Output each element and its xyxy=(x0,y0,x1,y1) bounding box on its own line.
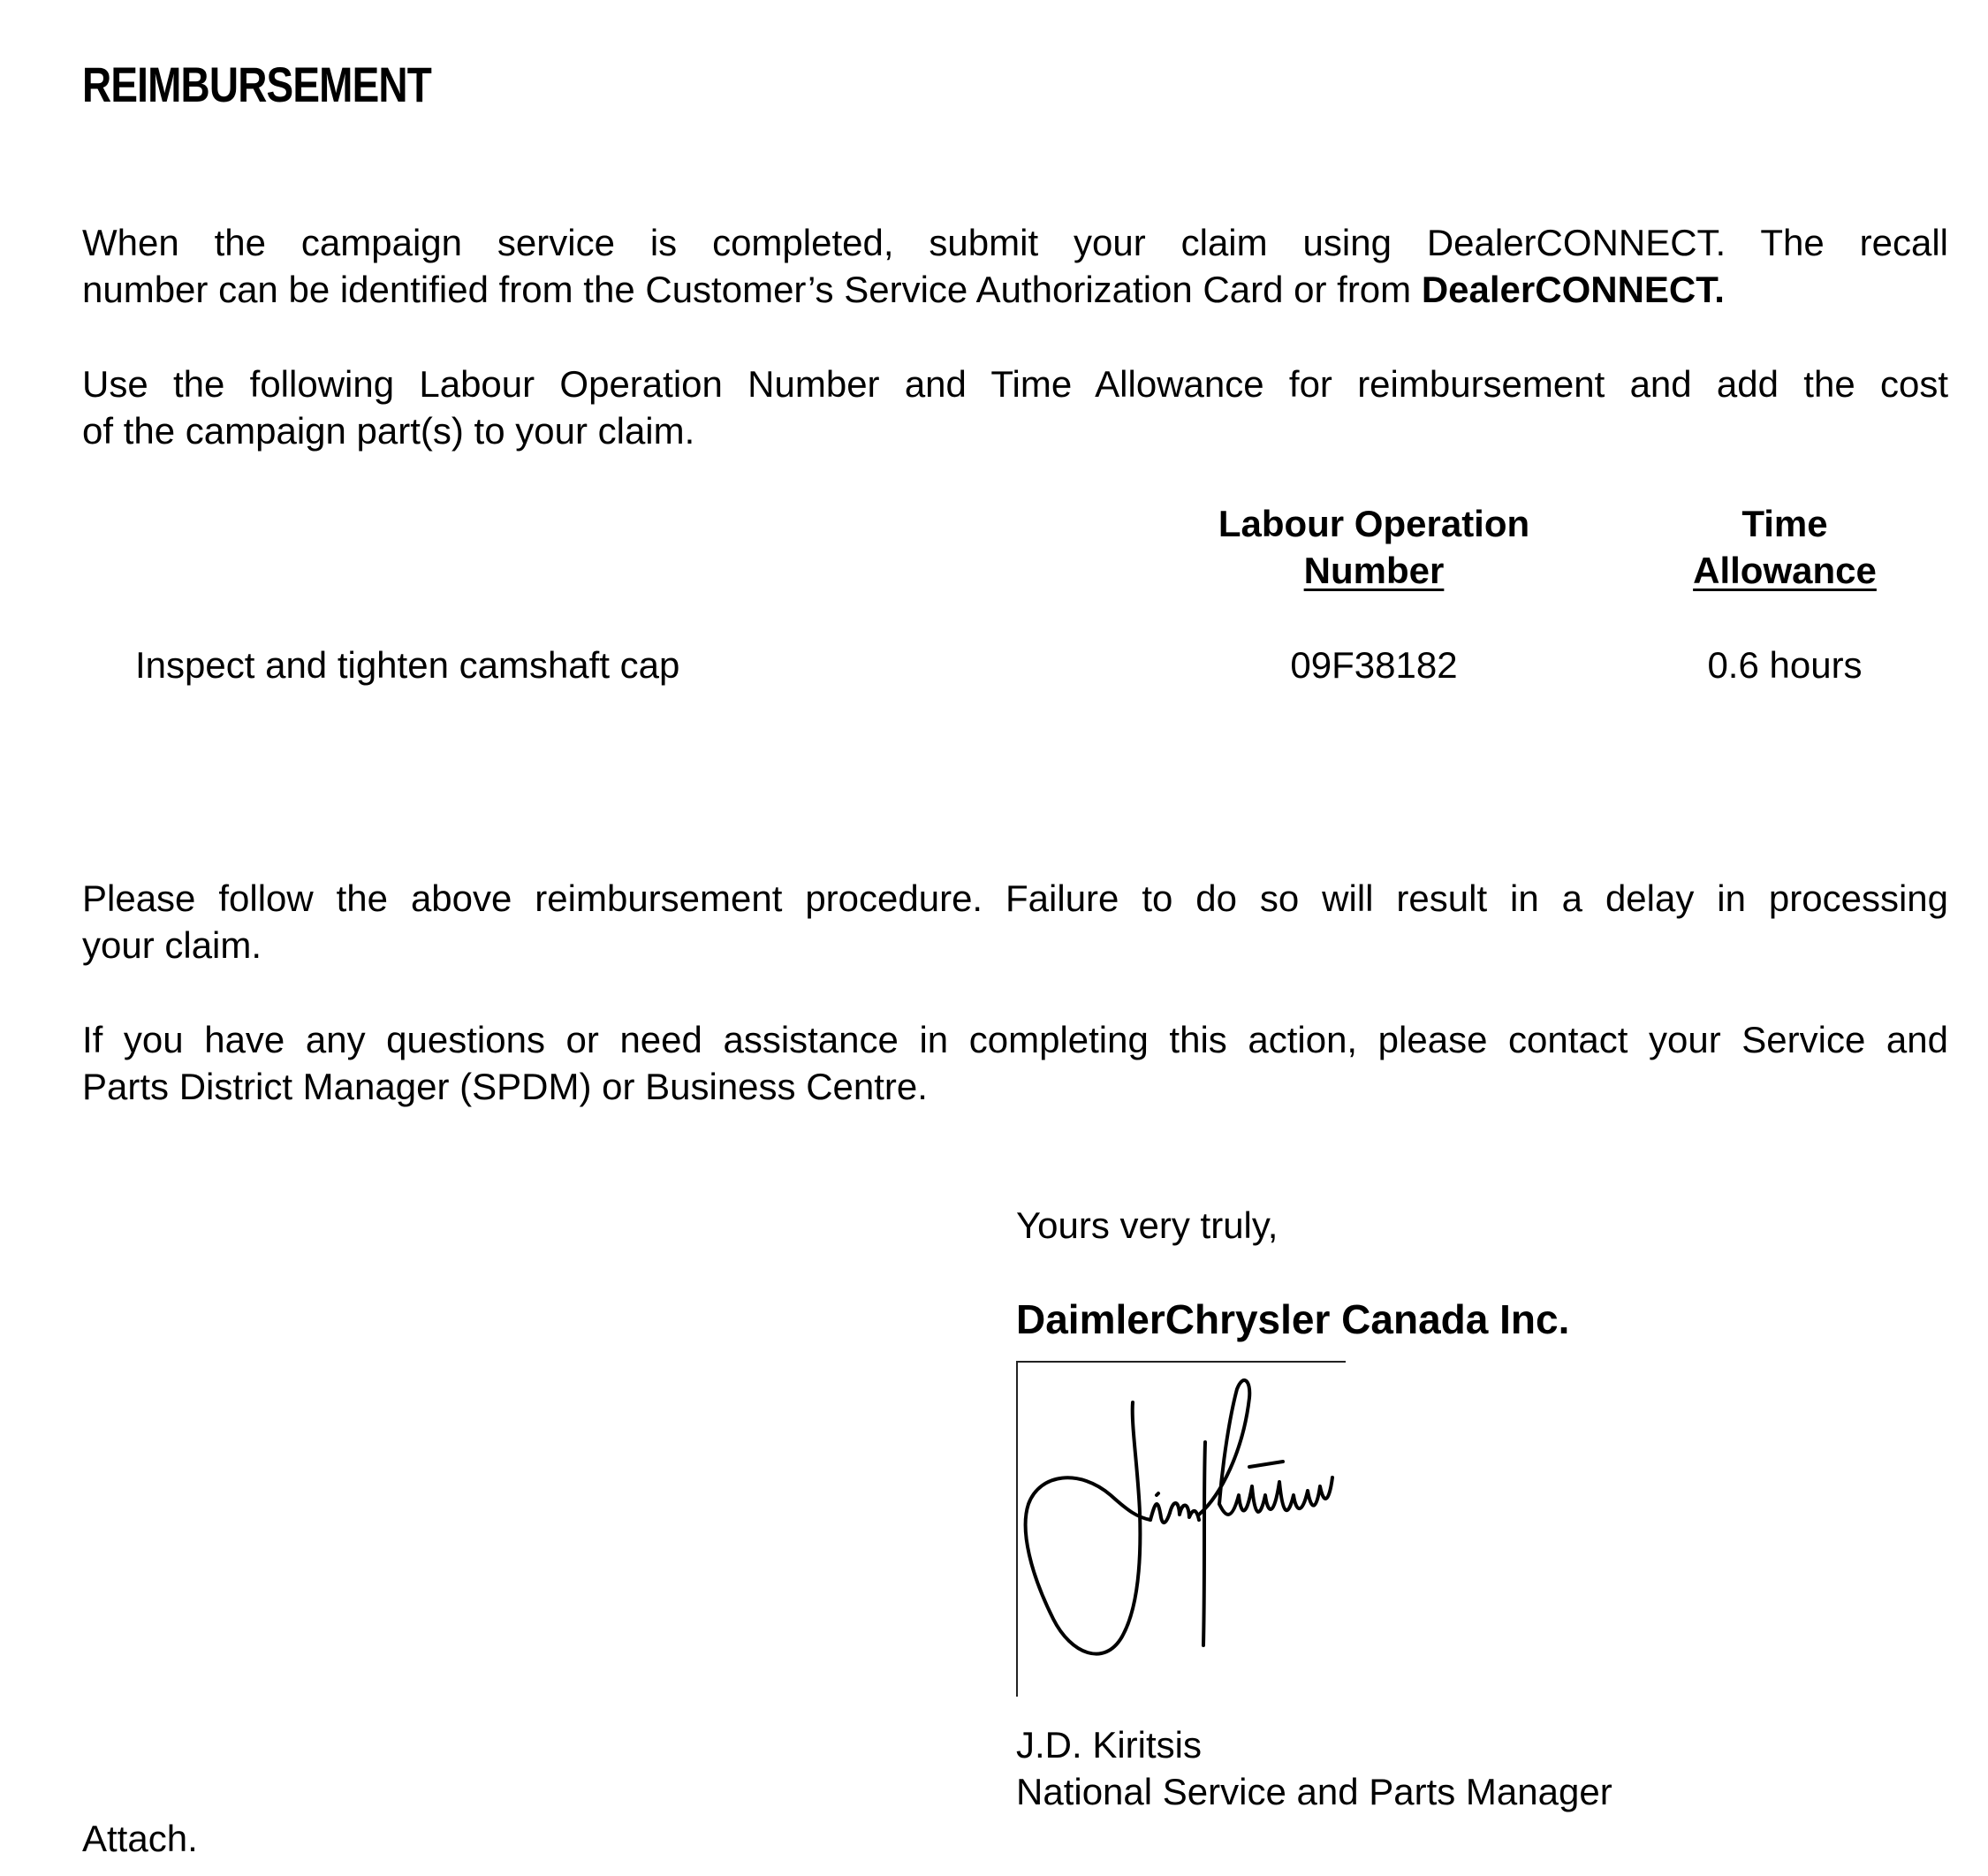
operation-description: Inspect and tighten camshaft cap xyxy=(135,644,680,686)
paragraph-line: If you have any questions or need assistance in completing this action, please contact your Service and xyxy=(82,1019,1948,1060)
time-allowance-header xyxy=(1643,500,1926,594)
company-name: DaimlerChrysler Canada Inc. xyxy=(1016,1296,1570,1342)
dealerconnect-bold-text: DealerCONNECT. xyxy=(1421,269,1725,310)
handwritten-signature xyxy=(1018,1363,1347,1698)
header-line: Time xyxy=(1741,503,1828,544)
header-line-underlined: Allowance xyxy=(1693,550,1877,591)
signature-image xyxy=(1016,1361,1346,1697)
labour-operation-number-header xyxy=(1175,500,1573,594)
signer-name: J.D. Kiritsis xyxy=(1016,1724,1202,1766)
labour-operation-number: 09F38182 xyxy=(1290,644,1458,686)
paragraph-line: your claim. xyxy=(82,924,262,966)
attachment-note: Attach. xyxy=(82,1818,198,1859)
paragraph-line: of the campaign part(s) to your claim. xyxy=(82,410,695,452)
paragraph-text: number can be identified from the Customer’s Service Authorization Card or from xyxy=(82,269,1422,310)
closing-salutation: Yours very truly, xyxy=(1016,1204,1279,1246)
paragraph-line xyxy=(82,266,1948,313)
paragraph-line: When the campaign service is completed, submit your claim using DealerCONNECT. The recall xyxy=(82,222,1948,263)
paragraph-line: Use the following Labour Operation Number and Time Allowance for reimbursement and add the cost xyxy=(82,363,1948,405)
paragraph-line: Please follow the above reimbursement procedure. Failure to do so will result in a delay in processing xyxy=(82,877,1948,919)
signer-title: National Service and Parts Manager xyxy=(1016,1771,1612,1812)
paragraph-procedure-warning xyxy=(82,875,1948,968)
header-line-underlined: Number xyxy=(1303,550,1445,591)
time-allowance-value: 0.6 hours xyxy=(1707,644,1863,686)
paragraph-contact-info xyxy=(82,1016,1948,1110)
paragraph-line: Parts District Manager (SPDM) or Business Centre. xyxy=(82,1066,928,1107)
paragraph-labour-instructions xyxy=(82,361,1948,454)
paragraph-claim-submission xyxy=(82,219,1948,313)
header-line: Labour Operation xyxy=(1218,503,1530,544)
section-heading: REIMBURSEMENT xyxy=(82,57,431,112)
